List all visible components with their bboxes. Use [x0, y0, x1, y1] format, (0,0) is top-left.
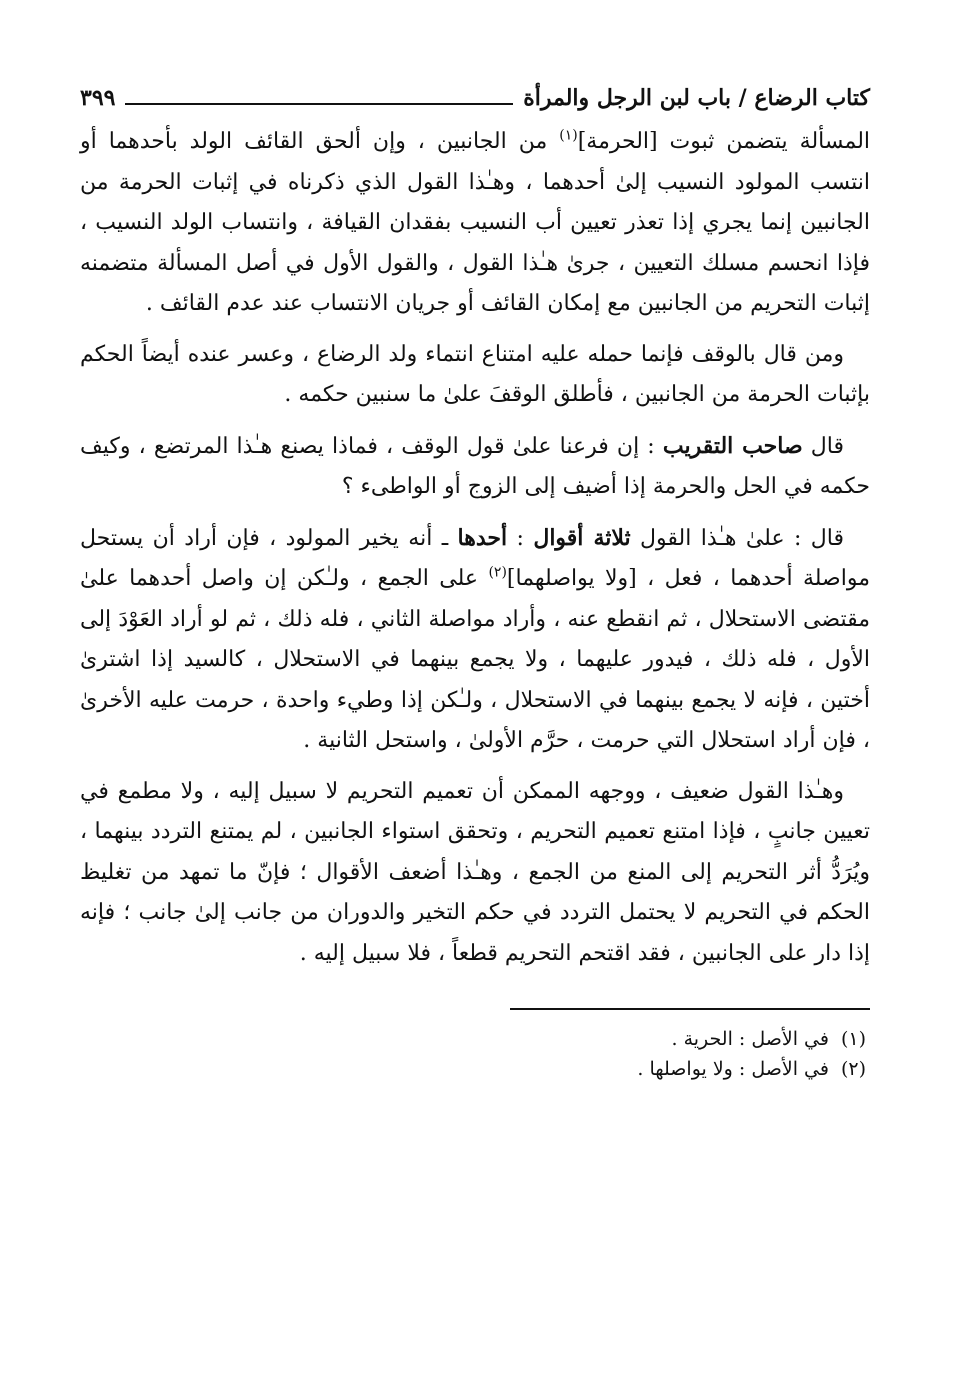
- footnote-ref-2: (٢): [488, 564, 507, 581]
- header-rule: [125, 103, 513, 105]
- footnote-1-text: في الأصل : الحرية .: [671, 1028, 829, 1050]
- paragraph-3-text-b: : إن فرعنا علىٰ قول الوقف ، فماذا يصنع هـٰذا المرتضع ، وكيف حكمه في الحل والحرمة إذا أضيف إلى الزوج أو الواطىء ؟: [80, 433, 870, 499]
- footnote-ref-1: (١): [559, 127, 578, 144]
- paragraph-2: ومن قال بالوقف فإنما حمله عليه امتناع انتماء ولد الرضاع ، وعسر عنده أيضاً الحكم بإثبات الحرمة من الجانبين ، فأطلق الوقفَ علىٰ ما سنبين حكمه .: [80, 341, 870, 407]
- footnote-2-text: في الأصل : ولا يواصلها .: [637, 1058, 829, 1080]
- term-author: صاحب التقريب: [662, 432, 803, 459]
- page-number: ٣٩٩: [80, 85, 116, 111]
- footnote-rule: [510, 1008, 870, 1010]
- paragraph-4-text-d: على الجمع ، ولـٰكن إن واصل أحدهما علىٰ مقتضى الاستحلال ، ثم انقطع عنه ، وأراد مواصلة الثاني ، فله ذلك ، ثم لو أراد العَوْدَ إلى الأول ، فله ذلك ، فيدور عليهما ، ولا يجمع بينهما في الاستحلال ، كالسيد إذا اشترىٰ أختين ، فإنه لا يجمع بينهما في الاستحلال ، ولـٰكن إذا وطيء واحدة ، حرمت عليه الأخرىٰ ، فإن أراد استحلال التي حرمت ، حرَّم الأولىٰ ، واستحل الثانية .: [80, 566, 871, 753]
- paragraph-4-text-a: قال : علىٰ هـٰذا القول: [630, 525, 844, 551]
- paragraph-3: [80, 426, 870, 508]
- paragraph-1-text-a: المسألة يتضمن ثبوت [الحرمة]: [577, 129, 871, 154]
- footnote-2-number: (٢): [840, 1058, 866, 1080]
- page: [80, 74, 870, 1084]
- footnote-2: [80, 1054, 870, 1084]
- running-header: [80, 74, 870, 122]
- term-three-opinions: ثلاثة أقوال: [533, 524, 631, 551]
- paragraph-5: وهـٰذا القول ضعيف ، ووجهه الممكن أن تعميم التحريم لا سبيل إليه ، ولا مطمع في تعيين جانبٍ ، فإذا امتنع تعميم التحريم ، وتحقق استواء الجانبين ، لم يمتنع التردد بينهما ، ويُرَدُّ أثر التحريم إلى المنع من الجمع ، وهـٰذا أضعف الأقوال ؛ فإنّ ما تمهد من تغليظ الحكم في التحريم لا يحتمل التردد في حكم التخير والدوران من جانب إلىٰ جانب ؛ فإنه إذا دار على الجانبين ، فقد اقتحم التحريم قطعاً ، فلا سبيل إليه .: [80, 778, 870, 966]
- paragraph-1-text-b: من الجانبين ، وإن ألحق القائف الولد بأحدهما أو انتسب المولود النسيب إلىٰ أحدهما ، وهـٰذا القول الذي ذكرناه في إثبات الحرمة من الجانبين إنما يجري إذا تعذر تعيين أب النسيب بفقدان القيافة ، وانتساب الولد النسيب ، فإذا انحسم مسلك التعيين ، جرىٰ هـٰذا القول ، والقول الأول في أصل المسألة متضمنه إثبات التحريم من الجانبين مع إمكان القائف أو جريان الانتساب عند عدم القائف .: [80, 129, 870, 316]
- footnote-1-number: (١): [840, 1028, 866, 1050]
- paragraph-4-text-b: :: [507, 525, 534, 551]
- term-first: أحدها: [457, 524, 508, 551]
- footnotes: [80, 1024, 870, 1084]
- paragraph-3-text-a: قال: [802, 433, 844, 459]
- paragraph-4-text-c: ـ أنه يخير المولود ، فإن أراد أن يستحل مواصلة أحدهما ، فعل ، [ولا يواصلهما]: [80, 525, 870, 591]
- footnote-1: [80, 1024, 870, 1054]
- book-chapter-title: كتاب الرضاع / باب لبن الرجل والمرأة: [523, 85, 870, 111]
- paragraph-4: [80, 518, 870, 762]
- paragraph-1: [80, 122, 870, 325]
